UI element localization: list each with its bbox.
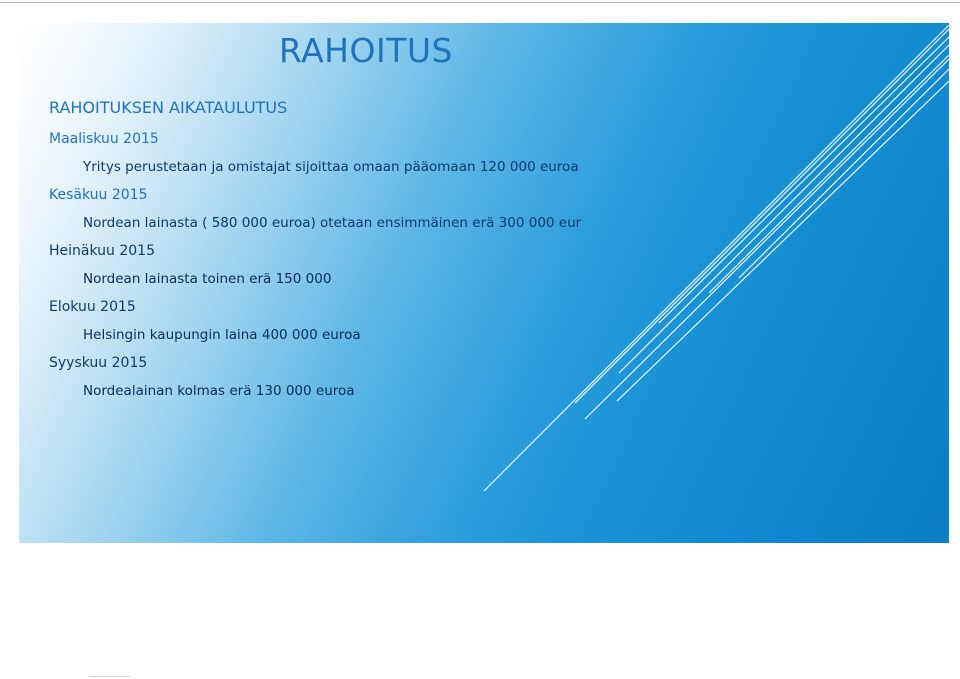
- schedule-period: Maaliskuu 2015: [49, 131, 159, 147]
- schedule-entry: [49, 181, 581, 237]
- slide: [19, 23, 949, 543]
- slide-title: RAHOITUS: [279, 31, 453, 70]
- schedule-entry: [49, 349, 581, 405]
- scan-bottom-mark: [90, 676, 130, 677]
- schedule-period: Heinäkuu 2015: [49, 243, 155, 259]
- schedule-period: Syyskuu 2015: [49, 355, 148, 371]
- financing-schedule: [49, 125, 581, 405]
- schedule-event: Nordealainan kolmas erä 130 000 euroa: [83, 383, 355, 399]
- schedule-event: Nordean lainasta ( 580 000 euroa) otetaan ensimmäinen erä 300 000 eur: [83, 215, 582, 231]
- schedule-event: Nordean lainasta toinen erä 150 000: [83, 271, 332, 287]
- schedule-event: Helsingin kaupungin laina 400 000 euroa: [83, 327, 361, 343]
- schedule-period: Elokuu 2015: [49, 299, 136, 315]
- scan-top-edge: [0, 2, 960, 3]
- schedule-entry: [49, 125, 581, 181]
- schedule-period: Kesäkuu 2015: [49, 187, 148, 203]
- schedule-heading: RAHOITUKSEN AIKATAULUTUS: [49, 98, 288, 117]
- schedule-entry: [49, 237, 581, 293]
- schedule-event: Yritys perustetaan ja omistajat sijoittaa omaan pääomaan 120 000 euroa: [83, 159, 579, 175]
- schedule-entry: [49, 293, 581, 349]
